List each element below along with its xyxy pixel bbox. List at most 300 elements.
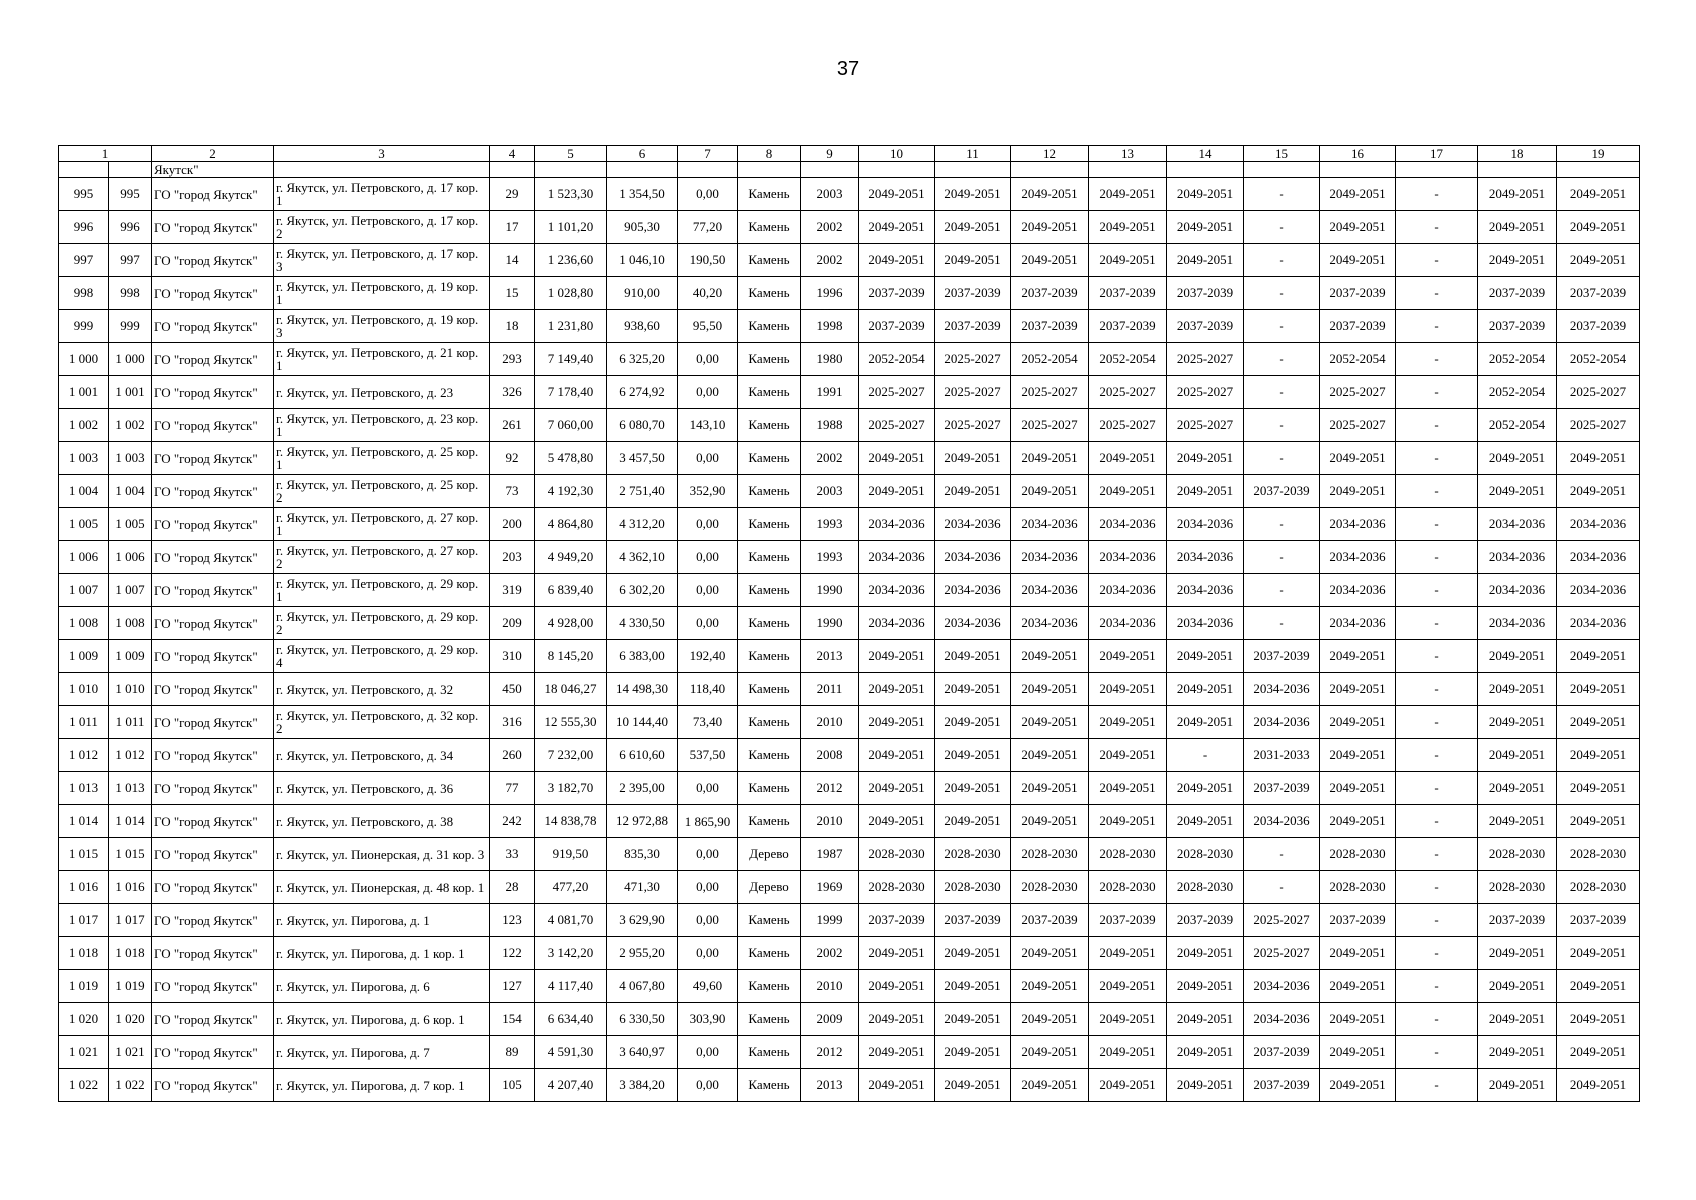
period-c18-cell: 2049-2051	[1478, 970, 1557, 1003]
row-number-cell: 1 022	[59, 1069, 109, 1102]
row-number-cell: 1 010	[59, 673, 109, 706]
wall-material-cell: Камень	[738, 442, 801, 475]
residential-area-cell: 3 457,50	[607, 442, 678, 475]
period-c10-cell: 2025-2027	[859, 376, 935, 409]
row-number-cell: 1 017	[59, 904, 109, 937]
period-c14-cell: 2025-2027	[1167, 409, 1244, 442]
build-year-cell: 2013	[801, 1069, 859, 1102]
period-c16-cell: 2028-2030	[1320, 838, 1396, 871]
period-c13-cell: 2049-2051	[1089, 772, 1167, 805]
period-c15-cell: 2037-2039	[1244, 1069, 1320, 1102]
object-number-cell: 1 021	[109, 1036, 152, 1069]
object-number-cell: 1 011	[109, 706, 152, 739]
row-number-cell: 996	[59, 211, 109, 244]
period-c12-cell: 2049-2051	[1011, 1003, 1089, 1036]
period-c14-cell: 2025-2027	[1167, 343, 1244, 376]
residential-area-cell: 4 067,80	[607, 970, 678, 1003]
period-c15-cell: -	[1244, 508, 1320, 541]
nonresidential-area-cell: 0,00	[678, 574, 738, 607]
period-c19-cell: 2049-2051	[1557, 739, 1640, 772]
nonresidential-area-cell: 0,00	[678, 376, 738, 409]
period-c15-cell: 2034-2036	[1244, 706, 1320, 739]
col-4-cell: 92	[490, 442, 535, 475]
total-area-cell: 7 149,40	[535, 343, 607, 376]
col-4-cell: 154	[490, 1003, 535, 1036]
col-4-cell: 310	[490, 640, 535, 673]
build-year-cell: 1988	[801, 409, 859, 442]
build-year-cell: 2011	[801, 673, 859, 706]
wall-material-cell: Камень	[738, 1003, 801, 1036]
period-c12-cell: 2049-2051	[1011, 211, 1089, 244]
period-c19-cell: 2049-2051	[1557, 244, 1640, 277]
municipality-cell: ГО "город Якутск"	[152, 475, 274, 508]
period-c19-cell: 2052-2054	[1557, 343, 1640, 376]
build-year-cell: 2010	[801, 970, 859, 1003]
period-c17-cell: -	[1396, 673, 1478, 706]
column-header: 17	[1396, 146, 1478, 162]
col-4-cell: 127	[490, 970, 535, 1003]
period-c19-cell: 2049-2051	[1557, 178, 1640, 211]
build-year-cell: 2008	[801, 739, 859, 772]
period-c12-cell: 2034-2036	[1011, 607, 1089, 640]
period-c13-cell: 2049-2051	[1089, 673, 1167, 706]
column-header: 9	[801, 146, 859, 162]
residential-area-cell: 938,60	[607, 310, 678, 343]
municipality-cell: ГО "город Якутск"	[152, 277, 274, 310]
table-row	[59, 178, 1640, 211]
period-c12-cell: 2049-2051	[1011, 475, 1089, 508]
table-cell	[678, 162, 738, 178]
build-year-cell: 2010	[801, 805, 859, 838]
period-c19-cell: 2049-2051	[1557, 640, 1640, 673]
period-c17-cell: -	[1396, 1069, 1478, 1102]
table-row	[59, 640, 1640, 673]
period-c10-cell: 2049-2051	[859, 475, 935, 508]
address-cell: г. Якутск, ул. Пирогова, д. 6 кор. 1	[274, 1003, 490, 1036]
object-number-cell: 1 014	[109, 805, 152, 838]
nonresidential-area-cell: 0,00	[678, 904, 738, 937]
period-c19-cell: 2025-2027	[1557, 409, 1640, 442]
period-c10-cell: 2025-2027	[859, 409, 935, 442]
object-number-cell: 1 020	[109, 1003, 152, 1036]
period-c19-cell: 2049-2051	[1557, 937, 1640, 970]
table-row	[59, 904, 1640, 937]
nonresidential-area-cell: 143,10	[678, 409, 738, 442]
period-c14-cell: 2034-2036	[1167, 607, 1244, 640]
nonresidential-area-cell: 0,00	[678, 838, 738, 871]
table-row	[59, 772, 1640, 805]
table-row	[59, 409, 1640, 442]
period-c14-cell: 2028-2030	[1167, 838, 1244, 871]
col-4-cell: 33	[490, 838, 535, 871]
period-c14-cell: 2049-2051	[1167, 772, 1244, 805]
column-header: 7	[678, 146, 738, 162]
address-cell: г. Якутск, ул. Петровского, д. 34	[274, 739, 490, 772]
period-c15-cell: 2037-2039	[1244, 1036, 1320, 1069]
table-row	[59, 1003, 1640, 1036]
period-c11-cell: 2025-2027	[935, 343, 1011, 376]
period-c14-cell: 2049-2051	[1167, 178, 1244, 211]
period-c19-cell: 2037-2039	[1557, 310, 1640, 343]
period-c14-cell: 2049-2051	[1167, 673, 1244, 706]
period-c17-cell: -	[1396, 607, 1478, 640]
total-area-cell: 4 591,30	[535, 1036, 607, 1069]
period-c10-cell: 2049-2051	[859, 178, 935, 211]
municipality-cell: ГО "город Якутск"	[152, 310, 274, 343]
address-cell: г. Якутск, ул. Петровского, д. 23 кор. 1	[274, 409, 490, 442]
table-cell	[1244, 162, 1320, 178]
wall-material-cell: Камень	[738, 343, 801, 376]
residential-area-cell: 6 080,70	[607, 409, 678, 442]
period-c15-cell: -	[1244, 277, 1320, 310]
period-c16-cell: 2049-2051	[1320, 970, 1396, 1003]
table-cell	[607, 162, 678, 178]
table-row	[59, 1036, 1640, 1069]
nonresidential-area-cell: 0,00	[678, 178, 738, 211]
col-4-cell: 29	[490, 178, 535, 211]
table-row	[59, 277, 1640, 310]
residential-area-cell: 1 354,50	[607, 178, 678, 211]
municipality-cell: ГО "город Якутск"	[152, 706, 274, 739]
period-c19-cell: 2049-2051	[1557, 805, 1640, 838]
period-c11-cell: 2049-2051	[935, 739, 1011, 772]
total-area-cell: 1 101,20	[535, 211, 607, 244]
period-c11-cell: 2034-2036	[935, 574, 1011, 607]
table-cell	[859, 162, 935, 178]
period-c18-cell: 2049-2051	[1478, 706, 1557, 739]
address-cell: г. Якутск, ул. Пирогова, д. 7 кор. 1	[274, 1069, 490, 1102]
build-year-cell: 2002	[801, 442, 859, 475]
period-c12-cell: 2028-2030	[1011, 838, 1089, 871]
period-c16-cell: 2049-2051	[1320, 805, 1396, 838]
build-year-cell: 2009	[801, 1003, 859, 1036]
object-number-cell: 998	[109, 277, 152, 310]
column-header: 18	[1478, 146, 1557, 162]
wall-material-cell: Камень	[738, 1036, 801, 1069]
object-number-cell: 1 002	[109, 409, 152, 442]
municipality-cell: ГО "город Якутск"	[152, 343, 274, 376]
build-year-cell: 2012	[801, 1036, 859, 1069]
period-c12-cell: 2049-2051	[1011, 673, 1089, 706]
period-c19-cell: 2049-2051	[1557, 442, 1640, 475]
table-cell	[935, 162, 1011, 178]
period-c11-cell: 2028-2030	[935, 871, 1011, 904]
total-area-cell: 4 949,20	[535, 541, 607, 574]
period-c17-cell: -	[1396, 211, 1478, 244]
residential-area-cell: 471,30	[607, 871, 678, 904]
row-number-cell: 1 007	[59, 574, 109, 607]
period-c11-cell: 2037-2039	[935, 277, 1011, 310]
period-c16-cell: 2034-2036	[1320, 607, 1396, 640]
period-c11-cell: 2037-2039	[935, 310, 1011, 343]
municipality-cell: ГО "город Якутск"	[152, 1036, 274, 1069]
period-c12-cell: 2049-2051	[1011, 706, 1089, 739]
period-c15-cell: 2025-2027	[1244, 904, 1320, 937]
wall-material-cell: Камень	[738, 607, 801, 640]
period-c16-cell: 2049-2051	[1320, 937, 1396, 970]
municipality-cell: ГО "город Якутск"	[152, 739, 274, 772]
period-c14-cell: 2049-2051	[1167, 1069, 1244, 1102]
nonresidential-area-cell: 0,00	[678, 937, 738, 970]
residential-area-cell: 3 384,20	[607, 1069, 678, 1102]
period-c15-cell: -	[1244, 376, 1320, 409]
period-c18-cell: 2049-2051	[1478, 475, 1557, 508]
period-c10-cell: 2049-2051	[859, 244, 935, 277]
wall-material-cell: Камень	[738, 409, 801, 442]
period-c11-cell: 2049-2051	[935, 211, 1011, 244]
residential-area-cell: 2 751,40	[607, 475, 678, 508]
municipality-cell: ГО "город Якутск"	[152, 376, 274, 409]
wall-material-cell: Дерево	[738, 838, 801, 871]
column-header: 1	[59, 146, 152, 162]
row-number-cell: 1 015	[59, 838, 109, 871]
nonresidential-area-cell: 0,00	[678, 772, 738, 805]
wall-material-cell: Камень	[738, 937, 801, 970]
period-c10-cell: 2049-2051	[859, 1069, 935, 1102]
address-cell: г. Якутск, ул. Петровского, д. 32 кор. 2	[274, 706, 490, 739]
period-c16-cell: 2037-2039	[1320, 904, 1396, 937]
period-c12-cell: 2037-2039	[1011, 277, 1089, 310]
build-year-cell: 2002	[801, 211, 859, 244]
period-c11-cell: 2034-2036	[935, 508, 1011, 541]
table-cell	[1320, 162, 1396, 178]
address-cell: г. Якутск, ул. Петровского, д. 19 кор. 1	[274, 277, 490, 310]
column-header: 3	[274, 146, 490, 162]
table-row	[59, 805, 1640, 838]
row-number-cell: 1 008	[59, 607, 109, 640]
period-c17-cell: -	[1396, 1036, 1478, 1069]
col-4-cell: 293	[490, 343, 535, 376]
period-c14-cell: 2049-2051	[1167, 1003, 1244, 1036]
period-c10-cell: 2049-2051	[859, 970, 935, 1003]
total-area-cell: 4 192,30	[535, 475, 607, 508]
period-c11-cell: 2049-2051	[935, 805, 1011, 838]
period-c13-cell: 2049-2051	[1089, 475, 1167, 508]
period-c14-cell: 2049-2051	[1167, 805, 1244, 838]
period-c18-cell: 2052-2054	[1478, 343, 1557, 376]
object-number-cell: 1 017	[109, 904, 152, 937]
period-c13-cell: 2049-2051	[1089, 1003, 1167, 1036]
column-header: 6	[607, 146, 678, 162]
period-c10-cell: 2049-2051	[859, 805, 935, 838]
build-year-cell: 1987	[801, 838, 859, 871]
row-number-cell: 1 004	[59, 475, 109, 508]
column-header: 5	[535, 146, 607, 162]
wall-material-cell: Камень	[738, 739, 801, 772]
period-c11-cell: 2049-2051	[935, 1036, 1011, 1069]
period-c16-cell: 2049-2051	[1320, 442, 1396, 475]
address-cell: г. Якутск, ул. Петровского, д. 32	[274, 673, 490, 706]
continuation-text: Якутск"	[152, 162, 274, 178]
period-c19-cell: 2049-2051	[1557, 1036, 1640, 1069]
period-c19-cell: 2034-2036	[1557, 541, 1640, 574]
nonresidential-area-cell: 40,20	[678, 277, 738, 310]
table-row	[59, 475, 1640, 508]
period-c19-cell: 2049-2051	[1557, 772, 1640, 805]
row-number-cell: 1 013	[59, 772, 109, 805]
total-area-cell: 6 634,40	[535, 1003, 607, 1036]
col-4-cell: 450	[490, 673, 535, 706]
period-c17-cell: -	[1396, 541, 1478, 574]
total-area-cell: 1 028,80	[535, 277, 607, 310]
period-c16-cell: 2049-2051	[1320, 178, 1396, 211]
column-header: 14	[1167, 146, 1244, 162]
nonresidential-area-cell: 0,00	[678, 1069, 738, 1102]
period-c14-cell: 2037-2039	[1167, 277, 1244, 310]
col-4-cell: 319	[490, 574, 535, 607]
residential-area-cell: 905,30	[607, 211, 678, 244]
period-c11-cell: 2049-2051	[935, 244, 1011, 277]
build-year-cell: 1993	[801, 508, 859, 541]
wall-material-cell: Камень	[738, 673, 801, 706]
object-number-cell: 1 007	[109, 574, 152, 607]
period-c18-cell: 2049-2051	[1478, 640, 1557, 673]
period-c15-cell: 2025-2027	[1244, 937, 1320, 970]
municipality-cell: ГО "город Якутск"	[152, 442, 274, 475]
continuation-row	[59, 162, 1640, 178]
period-c17-cell: -	[1396, 640, 1478, 673]
period-c10-cell: 2028-2030	[859, 838, 935, 871]
municipality-cell: ГО "город Якутск"	[152, 178, 274, 211]
period-c12-cell: 2049-2051	[1011, 640, 1089, 673]
period-c15-cell: -	[1244, 838, 1320, 871]
municipality-cell: ГО "город Якутск"	[152, 211, 274, 244]
object-number-cell: 1 008	[109, 607, 152, 640]
municipality-cell: ГО "город Якутск"	[152, 607, 274, 640]
period-c18-cell: 2052-2054	[1478, 376, 1557, 409]
period-c13-cell: 2037-2039	[1089, 904, 1167, 937]
period-c10-cell: 2034-2036	[859, 508, 935, 541]
period-c13-cell: 2049-2051	[1089, 706, 1167, 739]
period-c10-cell: 2028-2030	[859, 871, 935, 904]
col-4-cell: 17	[490, 211, 535, 244]
table-row	[59, 970, 1640, 1003]
object-number-cell: 1 013	[109, 772, 152, 805]
object-number-cell: 1 000	[109, 343, 152, 376]
column-header: 13	[1089, 146, 1167, 162]
residential-area-cell: 3 640,97	[607, 1036, 678, 1069]
table-cell	[535, 162, 607, 178]
period-c14-cell: 2034-2036	[1167, 574, 1244, 607]
wall-material-cell: Камень	[738, 277, 801, 310]
period-c13-cell: 2049-2051	[1089, 178, 1167, 211]
period-c11-cell: 2034-2036	[935, 541, 1011, 574]
period-c13-cell: 2025-2027	[1089, 376, 1167, 409]
period-c18-cell: 2049-2051	[1478, 1003, 1557, 1036]
row-number-cell: 1 009	[59, 640, 109, 673]
period-c13-cell: 2049-2051	[1089, 640, 1167, 673]
period-c18-cell: 2049-2051	[1478, 178, 1557, 211]
address-cell: г. Якутск, ул. Петровского, д. 29 кор. 2	[274, 607, 490, 640]
period-c12-cell: 2049-2051	[1011, 442, 1089, 475]
housing-register-table	[58, 145, 1640, 1102]
period-c12-cell: 2052-2054	[1011, 343, 1089, 376]
residential-area-cell: 2 395,00	[607, 772, 678, 805]
row-number-cell: 1 003	[59, 442, 109, 475]
period-c14-cell: 2037-2039	[1167, 904, 1244, 937]
period-c15-cell: 2037-2039	[1244, 475, 1320, 508]
period-c15-cell: -	[1244, 343, 1320, 376]
period-c19-cell: 2028-2030	[1557, 871, 1640, 904]
period-c15-cell: -	[1244, 541, 1320, 574]
table-cell	[490, 162, 535, 178]
total-area-cell: 7 060,00	[535, 409, 607, 442]
period-c14-cell: 2028-2030	[1167, 871, 1244, 904]
total-area-cell: 6 839,40	[535, 574, 607, 607]
period-c15-cell: -	[1244, 211, 1320, 244]
period-c17-cell: -	[1396, 277, 1478, 310]
period-c14-cell: 2034-2036	[1167, 541, 1244, 574]
municipality-cell: ГО "город Якутск"	[152, 541, 274, 574]
row-number-cell: 1 018	[59, 937, 109, 970]
table-row	[59, 541, 1640, 574]
wall-material-cell: Камень	[738, 376, 801, 409]
period-c17-cell: -	[1396, 574, 1478, 607]
nonresidential-area-cell: 0,00	[678, 607, 738, 640]
table-row	[59, 343, 1640, 376]
table-row	[59, 244, 1640, 277]
period-c16-cell: 2049-2051	[1320, 1036, 1396, 1069]
column-header: 2	[152, 146, 274, 162]
period-c12-cell: 2034-2036	[1011, 574, 1089, 607]
table-cell	[1396, 162, 1478, 178]
residential-area-cell: 6 610,60	[607, 739, 678, 772]
col-4-cell: 200	[490, 508, 535, 541]
total-area-cell: 18 046,27	[535, 673, 607, 706]
municipality-cell: ГО "город Якутск"	[152, 640, 274, 673]
period-c10-cell: 2049-2051	[859, 442, 935, 475]
nonresidential-area-cell: 303,90	[678, 1003, 738, 1036]
row-number-cell: 999	[59, 310, 109, 343]
period-c13-cell: 2034-2036	[1089, 607, 1167, 640]
municipality-cell: ГО "город Якутск"	[152, 871, 274, 904]
residential-area-cell: 6 302,20	[607, 574, 678, 607]
period-c16-cell: 2034-2036	[1320, 574, 1396, 607]
period-c14-cell: 2049-2051	[1167, 442, 1244, 475]
table-cell	[738, 162, 801, 178]
municipality-cell: ГО "город Якутск"	[152, 838, 274, 871]
col-4-cell: 122	[490, 937, 535, 970]
period-c15-cell: 2034-2036	[1244, 970, 1320, 1003]
period-c10-cell: 2049-2051	[859, 673, 935, 706]
col-4-cell: 242	[490, 805, 535, 838]
period-c17-cell: -	[1396, 871, 1478, 904]
column-number-header-row	[59, 146, 1640, 162]
period-c18-cell: 2052-2054	[1478, 409, 1557, 442]
period-c13-cell: 2049-2051	[1089, 937, 1167, 970]
row-number-cell: 995	[59, 178, 109, 211]
municipality-cell: ГО "город Якутск"	[152, 904, 274, 937]
wall-material-cell: Камень	[738, 574, 801, 607]
row-number-cell: 1 012	[59, 739, 109, 772]
wall-material-cell: Камень	[738, 508, 801, 541]
period-c10-cell: 2034-2036	[859, 541, 935, 574]
total-area-cell: 1 523,30	[535, 178, 607, 211]
period-c15-cell: -	[1244, 178, 1320, 211]
wall-material-cell: Камень	[738, 640, 801, 673]
table-row	[59, 739, 1640, 772]
period-c11-cell: 2049-2051	[935, 178, 1011, 211]
build-year-cell: 1969	[801, 871, 859, 904]
period-c10-cell: 2049-2051	[859, 739, 935, 772]
residential-area-cell: 910,00	[607, 277, 678, 310]
total-area-cell: 14 838,78	[535, 805, 607, 838]
period-c16-cell: 2049-2051	[1320, 475, 1396, 508]
period-c16-cell: 2049-2051	[1320, 706, 1396, 739]
period-c16-cell: 2049-2051	[1320, 640, 1396, 673]
period-c19-cell: 2037-2039	[1557, 277, 1640, 310]
period-c18-cell: 2037-2039	[1478, 904, 1557, 937]
